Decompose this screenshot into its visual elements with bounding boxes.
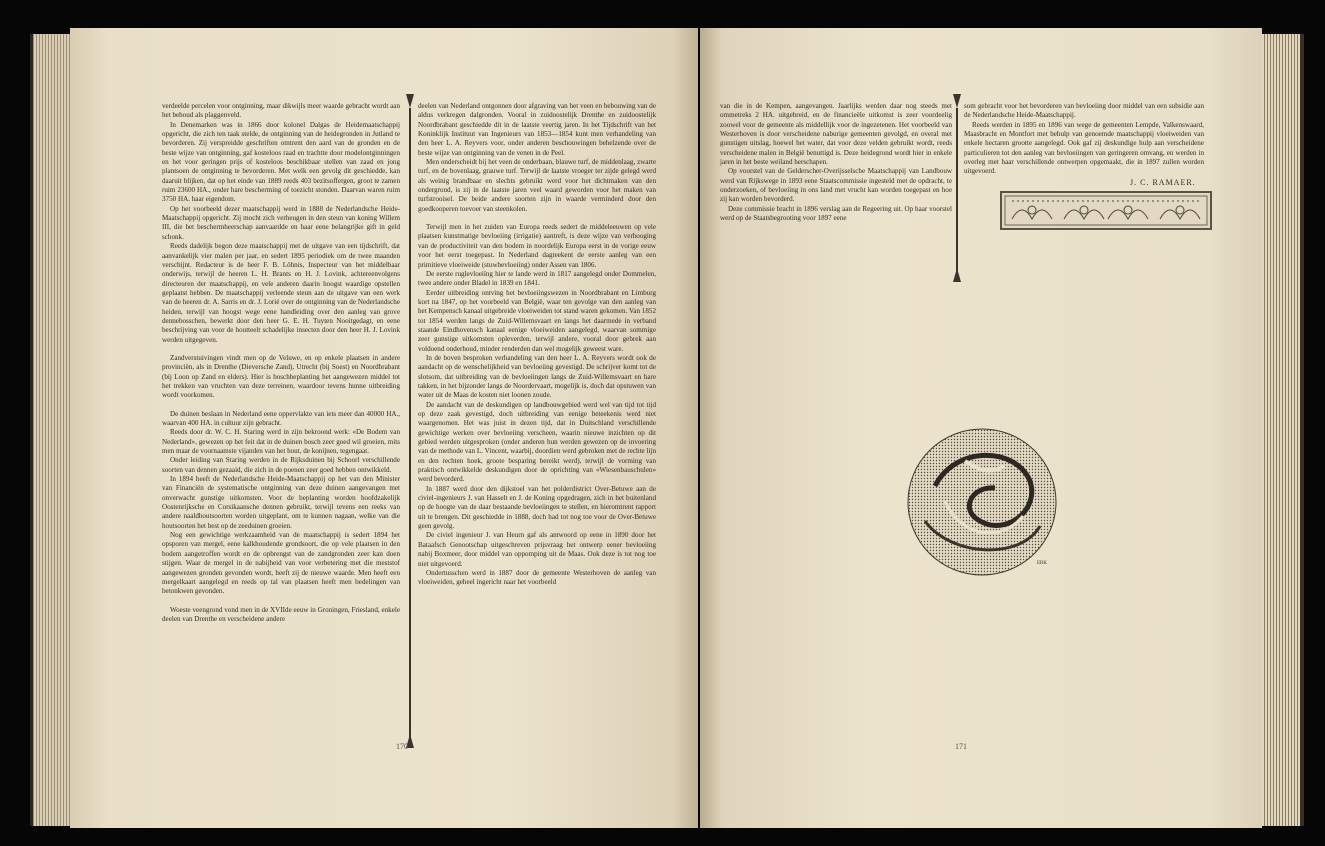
paragraph: Deze commissie bracht in 1896 verslag aan de Regeering uit. Op haar voorstel werd op de Staatsbegrooting voor 1897 eene — [720, 204, 952, 223]
paragraph: Reeds dadelijk begon deze maatschappij met de uitgave van een tijdschrift, dat aanvankelijk vier malen per jaar, en sedert 1895 periodiek om de twee maanden verschijnt. Redacteur is de heer F. B. Löhnis, Inspecteur van het middelbaar onderwijs, terwijl de heeren L. H. Brants en H. J. Lovink, achtereenvolgens directeuren der maatschappij, en vele anderen daarin hoogst waardige opstellen geplaatst hebben. De maatschappij verleende steun aan de uitgave van een werk van de heeren dr. A. Sarris en dr. J. Lorié over de ontginning van de Nederlandsche heiden, terwijl van hoogst wege eene handleiding over den aanleg van grove dennebosschen, bewerkt door den heer G. E. H. Tuyten Nooitgedagt, en eene beschrijving van voor de houtteelt schadelijke insecten door den heer H. J. Lovink werden uitgegeven. — [162, 242, 400, 344]
paragraph: Terwijl men in het zuiden van Europa reeds sedert de middeleeuwen op vele plaatsen kunstmatige bevloeiing (irrigatie) aantreft, is deze wijze van verhooging van de productiviteit van den bodem in noordelijk Europa eerst in de vorige eeuw voor het eerst toegepast. In Nederland dagteekent de eerste aanleg van een primitieve vloeiweide (stuwbevloeiing) onder Assen van 1806. — [418, 223, 656, 269]
right-page — [700, 28, 1262, 828]
paragraph: In Denemarken was in 1866 door kolonel Dalgas de Heidemaatschappij opgericht, die zich ten taak stelde, de ontginning van de heidegronden in Jutland te bevorderen. Zij verspreidde geschriften omtrent den aard van de gronden en de beste wijze van ontginning, gaf kosteloos raad en trachtte door modelontginningen en het voor geringen prijs of kosteloos beschikbaar stellen van zaad en jong plantsoen de ontginning te bevorderen. Met welk een gevolg dit geschiedde, kan daaruit blijken, dat op het einde van 1889 reeds 403 bezitsoffergen, groot te zamen ruim 23600 HA., onder hare bescherming of toezicht stonden. Daarvan waren ruim 3750 HA. haar eigendom. — [162, 120, 400, 204]
paragraph: Op het voorbeeld dezer maatschappij werd in 1888 de Nederlandsche Heide-Maatschappij opgericht. Zij mocht zich verheugen in den steun van koning Willem III, die het beschermheerschap aanvaardde en haar eene belangrijke gift in geld schonk. — [162, 204, 400, 241]
right-page-edges — [1262, 34, 1304, 826]
paragraph: Reeds werden in 1895 en 1896 van wege de gemeenten Lempde, Valkenswaard, Maasbracht en Montfort met behulp van genoemde maatschappij vloeiweiden van enkele hectaren grootte aangelegd. Ook gaf zij deskundige hulp aan verscheidene particulieren tot den aanleg van bevloeiingen van geringeren omvang, en werden in overleg met haar verschillende ontwerpen opgemaakt, die in 1897 zullen worden uitgevoerd. — [964, 120, 1204, 176]
paragraph: Op voorstel van de Gelderscher-Overijsselsche Maatschappij van Landbouw werd van Rijkswege in 1893 eene Staatscommissie ingesteld met de opdracht, te onderzoeken, of bevloeiing in ons land met vrucht kan worden toegepast en hoe zij kan worden bevorderd. — [720, 167, 952, 204]
author-signature: J. C. RAMAER. — [1130, 178, 1196, 187]
right-page-column-1 — [720, 102, 952, 223]
paragraph: Eerder uitbreiding ontving het bevloeiingswezen in Noordbrabant en Limburg kort na 1847, op het voorbeeld van België, waar ten gevolge van den aanleg van het Kempensch kanaal uitgebreide vloeiweiden tot stand waren gekomen. Van 1852 tot 1854 werden langs de Zuid-Willemsvaart en langs het daarmede in verband staande Eindhovensch kanaal eenige vloeiweiden aangelegd, waarvan sommige zeer gunstige uitkomsten opleverden, terwijl andere, vooral door gebrek aan voldoend onderhoud, minder renderden dan wel mogelijk geweest ware. — [418, 288, 656, 353]
left-page-edges — [30, 34, 75, 826]
round-vignette-illustration — [905, 426, 1060, 578]
paragraph: Nog een gewichtige werkzaamheid van de maatschappij is sedert 1894 het opsporen van mergel, eene kalkhoudende grondsoort, die op vele plaatsen in den bodem aangetroffen wordt en de opbrengst van de zandgronden zeer kan doen stijgen. Waar de mergel in de nabijheid van voor verbetering met die meststof aangewezen gronden gevonden wordt, heeft zij de nieuwe waarde. Men heeft een mergelkaart aangelegd en reeds op tal van plaatsen heeft men bedelingen van betonkwen gevonden. — [162, 531, 400, 596]
paragraph: verdeelde percelen voor ontginning, maar dikwijls meer waarde gebracht wordt aan het behoud als plaggenveld. — [162, 102, 400, 120]
paragraph: Woeste veengrond vond men in de XVIIde eeuw in Groningen, Friesland, enkele deelen van Drenthe en verscheidene andere — [162, 605, 400, 623]
paragraph: De duinen beslaan in Nederland eene oppervlakte van iets meer dan 40000 HA., waarvan 400 HA. in cultuur zijn gebracht. — [162, 409, 400, 427]
left-page-column-1 — [162, 102, 400, 624]
page-number: 170 — [396, 742, 408, 751]
paragraph: Ondertusschen werd in 1887 door de gemeente Westerhoven de aanleg van vloeiweiden, geheel ingericht naar het voorbeeld — [418, 568, 656, 587]
paragraph: In 1887 werd door den dijkstoel van het polderdistrict Over-Betuwe aan de civiel-ingenieurs J. van Hasselt en J. de Koning opgedragen, zich in het buitenland op de hoogte van de daar bestaande bevloeiingen te stellen, en hieromtrent rapport uit te brengen. Dit geschiedde in 1888, doch had tot nog toe voor de Over-Betuwe geen gevolg. — [418, 484, 656, 531]
paragraph: De eerste ruglevloeiïng hier te lande werd in 1817 aangelegd onder Dommelen, twee andere onder Bladel in 1839 en 1841. — [418, 269, 656, 288]
paragraph: Reeds door dr. W. C. H. Staring werd in zijn bekroond werk: «De Bodem van Nederland», gewezen op het feit dat in de duinen bosch zeer goed wil groeien, mits men maar de voornaamste vijanden van het hout, de konijnen, tegengaat. — [162, 428, 400, 456]
right-page-column-2 — [964, 102, 1204, 177]
paragraph: De aandacht van de deskundigen op landbouwgebied werd wel van tijd tot tijd op deze zaak gevestigd, doch uitbreiding van eenige beteekenis werd niet waargenomen. Het was juist in dezen tijd, dat in Duitschland verschillende gewichtige werken over bevloeiing verscheen, waarin nieuwe inzichten op dit gebied werden uitgesproken (onder anderen hun werden gewezen op de invoering van de methode van L. Vincent, waarbij, doordien werd gebroken met de rechte lijn en den rechten hoek, groote besparing bereikt werd), terwijl de vorming van praktisch ontwikkelde deskundigen door de oprichting van «Wiesenbauschulen» werd bevorderd. — [418, 400, 656, 484]
paragraph: In de boven besproken verhandeling van den heer L. A. Reyvers wordt ook de aandacht op de wenschelijkheid van bevloeiing gevestigd. De schrijver komt tot de slotsom, dat uitbreiding van de bevloeiingen langs de Zuid-Willemsvaart en hare takken, in het bijzonder langs de Noordervaart, mogelijk is, doch dat opstuwen van water uit de Maas de kosten niet loonen zoude. — [418, 353, 656, 400]
paragraph: van die in de Kempen, aangevangen. Jaarlijks werden daar nog steeds met ommetreks 2 HA. uitgebreid, en de financieële uitkomst is zeer voordeelig zoowel voor de gemeente als middellijk voor de ingezetenen. Het voorbeeld van Westerhoven is door verscheidene naburige gemeenten gevolgd, en overal met gunstigen uitslag, hoewel het water, dat voor deze velden gebruikt wordt, reeds verscheidene malen in België benuttigd is. Deze heidegrond wordt hier in enkele jaren in het beste weiland herschapen. — [720, 102, 952, 167]
decorative-border-ornament — [1000, 191, 1212, 230]
page-number: 171 — [955, 742, 967, 751]
paragraph: Onder leiding van Staring werden in de Rijksduinen bij Schoorl verschillende soorten van dennen gezaaid, die zich in de poenen zeer goed hebben ontwikkeld. — [162, 456, 400, 474]
paragraph: In 1894 heeft de Nederlandsche Heide-Maatschappij op het van den Minister van Financiën de systematische ontginning van deze duinen aangevangen met onverwacht gunstige uitkomsten. Voor de beplanting worden hoofdzakelijk Oostenrijksche en Corsikaansche dennen gebruikt, terwijl tevens een reeks van andere naaldhoutsoorten worden uitgeplant, om te kunnen nagaan, welke van die houtsoorten het best op de zeeduinen groeien. — [162, 475, 400, 530]
paragraph: som gebracht voor het bevorderen van bevloeiing door middel van een subsidie aan de Nederlandsche Heide-Maatschappij. — [964, 102, 1204, 120]
open-book — [30, 14, 1302, 834]
left-page — [70, 28, 698, 828]
paragraph: De civiel ingenieur J. van Heurn gaf als antwoord op eene in 1890 door het Bataafsch Genootschap uitgeschreven prijsvraag het ontwerp eener bevloeiing nabij Boxmeer, door middel van oppomping uit de Maas. Ook deze is tot nog toe niet uitgevoerd. — [418, 531, 656, 568]
left-page-column-2 — [418, 102, 656, 588]
paragraph: Men onderscheidt bij het veen de onderbaan, blauwe turf, de middenlaag, zwarte turf, en de bovenlaag, grauwe turf. Terwijl de laatste vroeger ter zijde gelegd werd als weinig brandbaar en slechts gebruikt werd voor het dichtmaken van den ondergrond, is zij in de laatste jaren veel waard geworden voor het maken van turfstrooisel. De beide andere soorten zijn in waarde verminderd door den goedkooperen toevoer van steenkolen. — [418, 158, 656, 213]
paragraph: Zandverstuivingen vindt men op de Veluwe, en op enkele plaatsen in andere provinciën, als in Drenthe (Dieversche Zand), Utrecht (bij Soest) en Noordbrabant (bij Loon op Zand en elders). Hier is boschbeplanting het aangewezen middel tot het trekken van vruchten van deze terreinen, waardoor tevens hunne uitbreiding wordt voorkomen. — [162, 353, 400, 400]
paragraph: deelen van Nederland ontgonnen door afgraving van het veen en bebouwing van de aldus verkregen dalgronden. Vooral in zuidoostelijk Drenthe en zuidoostelijk Noordbrabant geschiedde dit in de laatste veertig jaren. In het Tijdschrift van het Koninklijk Instituut van Ingenieurs van 1853—1854 kunt men verhandeling van den heer L. A. Reyvers voor, onder anderen beschouwingen behelzende over de beste wijze van ontginning van de venen in de Peel. — [418, 102, 656, 157]
artist-monogram: ERK — [1037, 561, 1047, 566]
